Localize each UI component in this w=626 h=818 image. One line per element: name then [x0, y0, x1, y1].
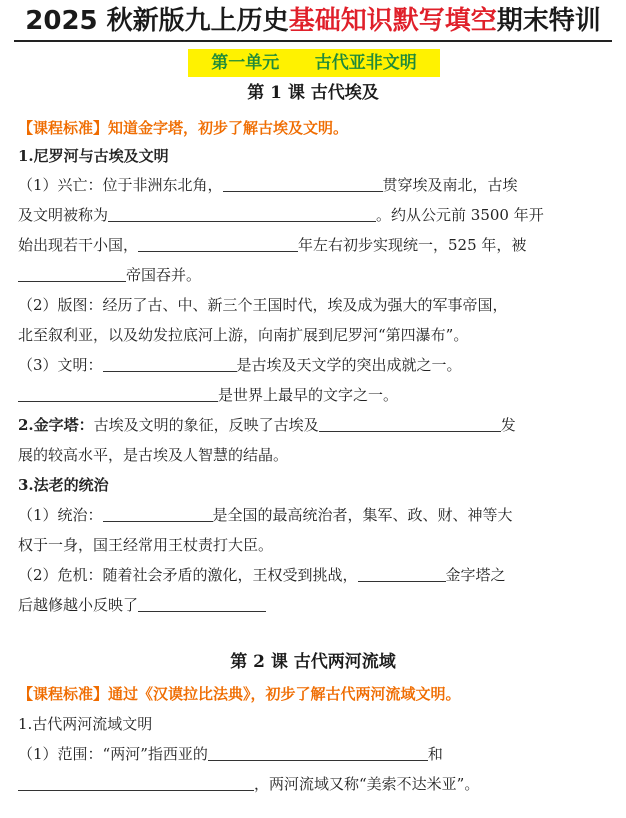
l1-section-2-line-2: 展的较高水平，是古埃及人智慧的结晶。	[18, 446, 289, 464]
l1-section-1-heading: 1.尼罗河与古埃及文明	[18, 147, 169, 165]
title-part-3: 期末特训	[496, 6, 601, 36]
lesson-1-standard: 【课程标准】知道金字塔，初步了解古埃及文明。	[18, 119, 349, 137]
fill-blank[interactable]	[18, 385, 218, 402]
fill-blank[interactable]	[103, 355, 237, 372]
l1-section-3-line-1	[18, 504, 513, 526]
l2-line-1	[18, 743, 443, 765]
l1-section-2	[18, 414, 516, 436]
l1-line-1-text-a: （1）兴亡：位于非洲东北角，	[18, 176, 223, 194]
lesson-2-title: 第 2 课 古代两河流域	[230, 652, 396, 672]
l2-line-2	[18, 773, 479, 795]
l1-section-3-line-3	[18, 564, 506, 586]
l1-line-7	[18, 354, 462, 376]
title-underline	[14, 40, 612, 42]
l1-line-2-text-a: 及文明被称为	[18, 206, 109, 224]
l2-section-1-heading: 1.古代两河流域文明	[18, 715, 153, 733]
lesson-1-title: 第 1 课 古代埃及	[247, 83, 379, 103]
l1-line-7-text-b: 是古埃及天文学的突出成就之一。	[236, 356, 462, 374]
l1-line-1	[18, 174, 518, 196]
l1-line-3-text-a: 始出现若干小国，	[18, 236, 139, 254]
fill-blank[interactable]	[223, 175, 383, 192]
title-highlight: 基础知识默写填空	[288, 6, 497, 36]
l2-line-2-text: ，两河流域又称“美索不达米亚”。	[254, 775, 480, 793]
fill-blank[interactable]	[138, 235, 298, 252]
l1-line-2-text-b: 。约从公元前 3500 年开	[376, 206, 544, 224]
l1-section-3-line-2: 权于一身，国王经常用王杖责打大臣。	[18, 536, 274, 554]
l1-line-1-text-b: 贯穿埃及南北，古埃	[382, 176, 518, 194]
l1-line-4	[18, 264, 201, 286]
l2-line-1-text-a: （1）范围：“两河”指西亚的	[18, 745, 208, 763]
l1-section-3-heading: 3.法老的统治	[18, 476, 109, 494]
title-part-1: 2025 秋新版九上历史	[25, 6, 289, 36]
l1-line-6: 北至叙利亚，以及幼发拉底河上游，向南扩展到尼罗河“第四瀑布”。	[18, 326, 469, 344]
unit-banner: 第一单元 古代亚非文明	[188, 49, 440, 77]
l1-section-3-text-e: 后越修越小反映了	[18, 596, 139, 614]
fill-blank[interactable]	[208, 744, 428, 761]
l1-line-5: （2）版图：经历了古、中、新三个王国时代，埃及成为强大的军事帝国，	[18, 296, 508, 314]
l2-line-1-text-b: 和	[427, 745, 443, 763]
l1-line-3-text-b: 年左右初步实现统一，525 年，被	[298, 236, 527, 254]
l1-section-3-text-d: 金字塔之	[445, 566, 506, 584]
lesson-2-standard: 【课程标准】通过《汉谟拉比法典》，初步了解古代两河流域文明。	[18, 685, 461, 703]
fill-blank[interactable]	[18, 265, 126, 282]
l1-line-2	[18, 204, 544, 226]
l1-section-3-text-b: 是全国的最高统治者，集军、政、财、神等大	[212, 506, 513, 524]
fill-blank[interactable]	[319, 415, 501, 432]
l1-line-8-text: 是世界上最早的文字之一。	[218, 386, 399, 404]
l1-line-3	[18, 234, 526, 256]
fill-blank[interactable]	[18, 774, 254, 791]
l1-section-3-text-a: （1）统治：	[18, 506, 103, 524]
fill-blank[interactable]	[103, 505, 213, 522]
page-title	[0, 4, 626, 38]
l1-line-8	[18, 384, 398, 406]
l1-line-7-text-a: （3）文明：	[18, 356, 103, 374]
fill-blank[interactable]	[108, 205, 376, 222]
fill-blank[interactable]	[358, 565, 446, 582]
l1-section-3-text-c: （2）危机：随着社会矛盾的激化，王权受到挑战，	[18, 566, 358, 584]
fill-blank[interactable]	[138, 595, 266, 612]
l1-section-2-text-a: 古埃及文明的象征，反映了古埃及	[93, 416, 319, 434]
l1-section-2-text-b: 发	[500, 416, 516, 434]
l1-section-2-heading: 2.金字塔：	[18, 416, 94, 434]
l1-line-4-text: 帝国吞并。	[126, 266, 202, 284]
l1-section-3-line-4	[18, 594, 266, 616]
